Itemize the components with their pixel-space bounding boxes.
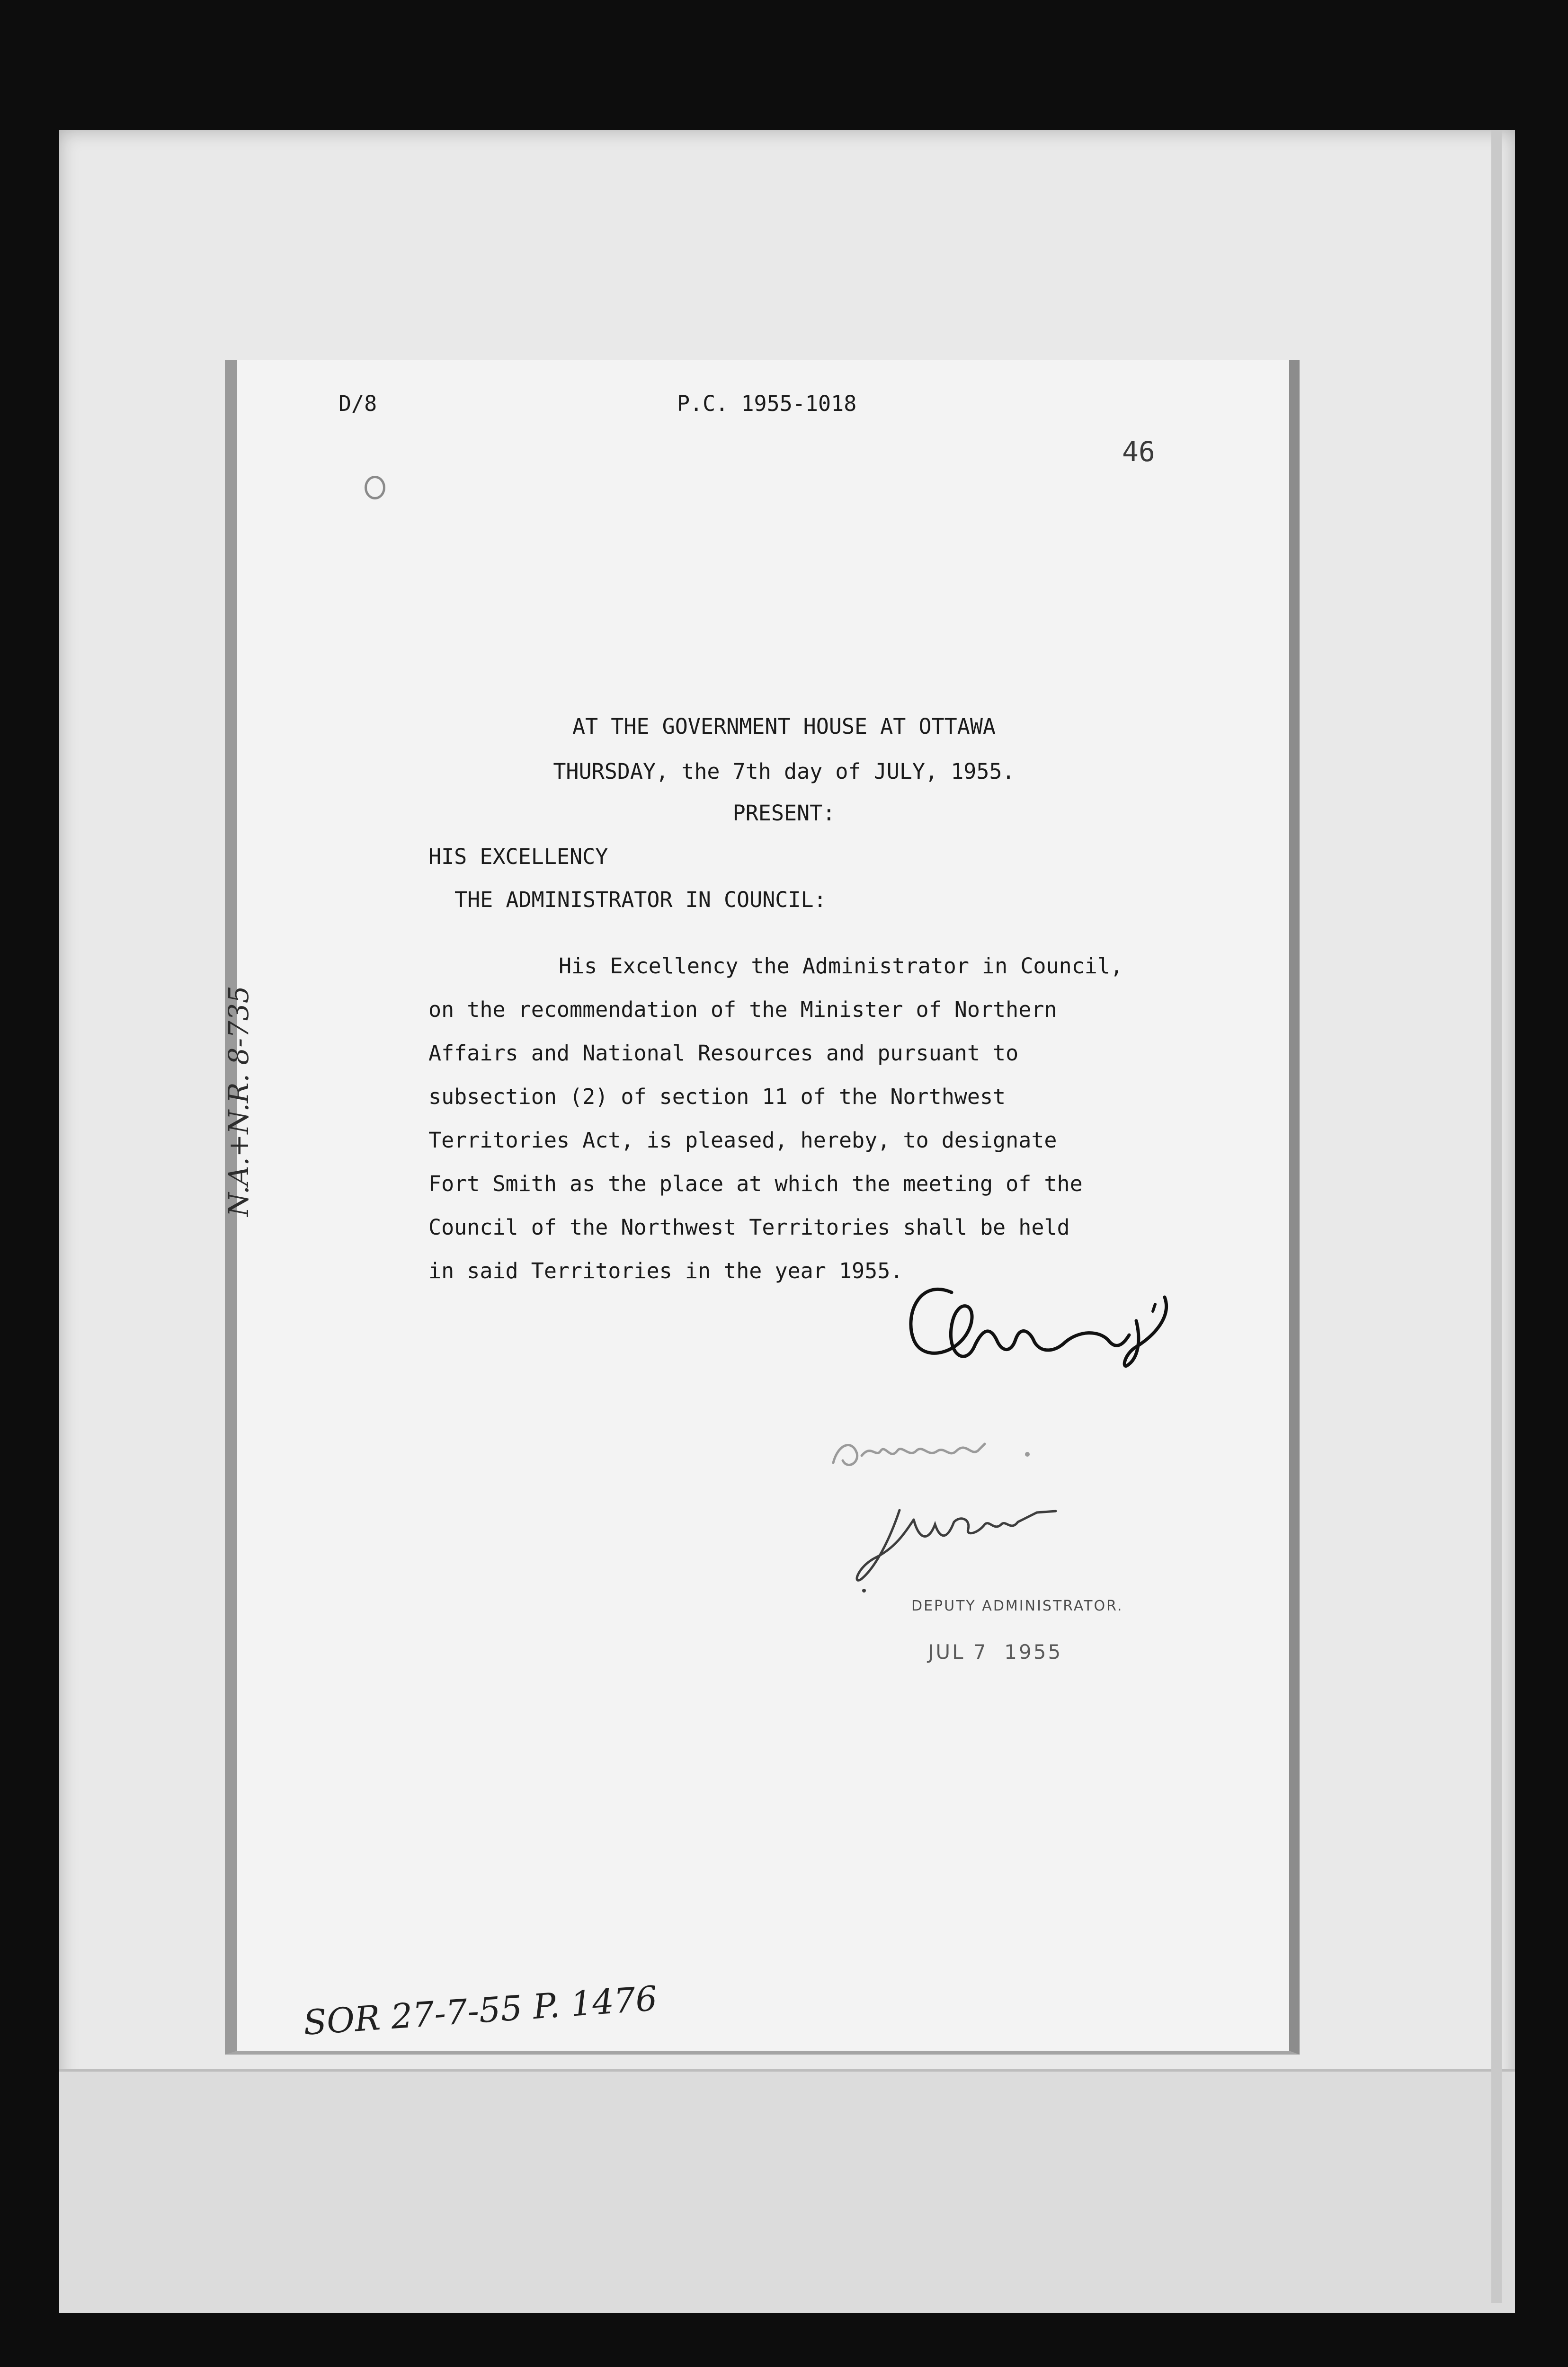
backing-edge <box>1491 130 1502 2303</box>
place-line: AT THE GOVERNMENT HOUSE AT OTTAWA <box>572 714 996 739</box>
deputy-signature <box>847 1491 1065 1595</box>
body-line: in said Territories in the year 1955. <box>428 1258 903 1283</box>
body-line: Affairs and National Resources and pursuant to <box>428 1041 1019 1066</box>
present-line: PRESENT: <box>732 801 836 826</box>
page-number: 46 <box>1122 436 1155 468</box>
order-number: P.C. 1955-1018 <box>677 391 857 416</box>
date-line: THURSDAY, the 7th day of JULY, 1955. <box>553 759 1015 784</box>
date-stamp: JUL 7 1955 <box>928 1640 1063 1664</box>
backing-strip <box>59 2069 1515 2313</box>
margin-handwritten-note: N.A.+N.R. 8-735 <box>223 986 255 1217</box>
deputy-administrator-title: DEPUTY ADMINISTRATOR. <box>911 1598 1123 1614</box>
body-line: on the recommendation of the Minister of Northern <box>428 997 1057 1022</box>
body-line: Territories Act, is pleased, hereby, to designate <box>428 1128 1057 1153</box>
excellency-line: HIS EXCELLENCY <box>428 844 608 869</box>
bottom-handwritten-note: SOR 27-7-55 P. 1476 <box>302 1978 659 2043</box>
approved-handwriting <box>824 1425 1042 1477</box>
administrator-signature <box>900 1259 1193 1382</box>
body-line: subsection (2) of section 11 of the Northwest <box>428 1084 1006 1109</box>
file-code: D/8 <box>339 391 377 416</box>
order-in-council-page <box>225 360 1300 2055</box>
body-line: Council of the Northwest Territories shall be held <box>428 1215 1070 1240</box>
punch-hole <box>365 476 385 499</box>
body-line: Fort Smith as the place at which the meeting of the <box>428 1171 1083 1196</box>
body-line: His Excellency the Administrator in Council, <box>559 953 1123 979</box>
administrator-line: THE ADMINISTRATOR IN COUNCIL: <box>454 887 827 912</box>
